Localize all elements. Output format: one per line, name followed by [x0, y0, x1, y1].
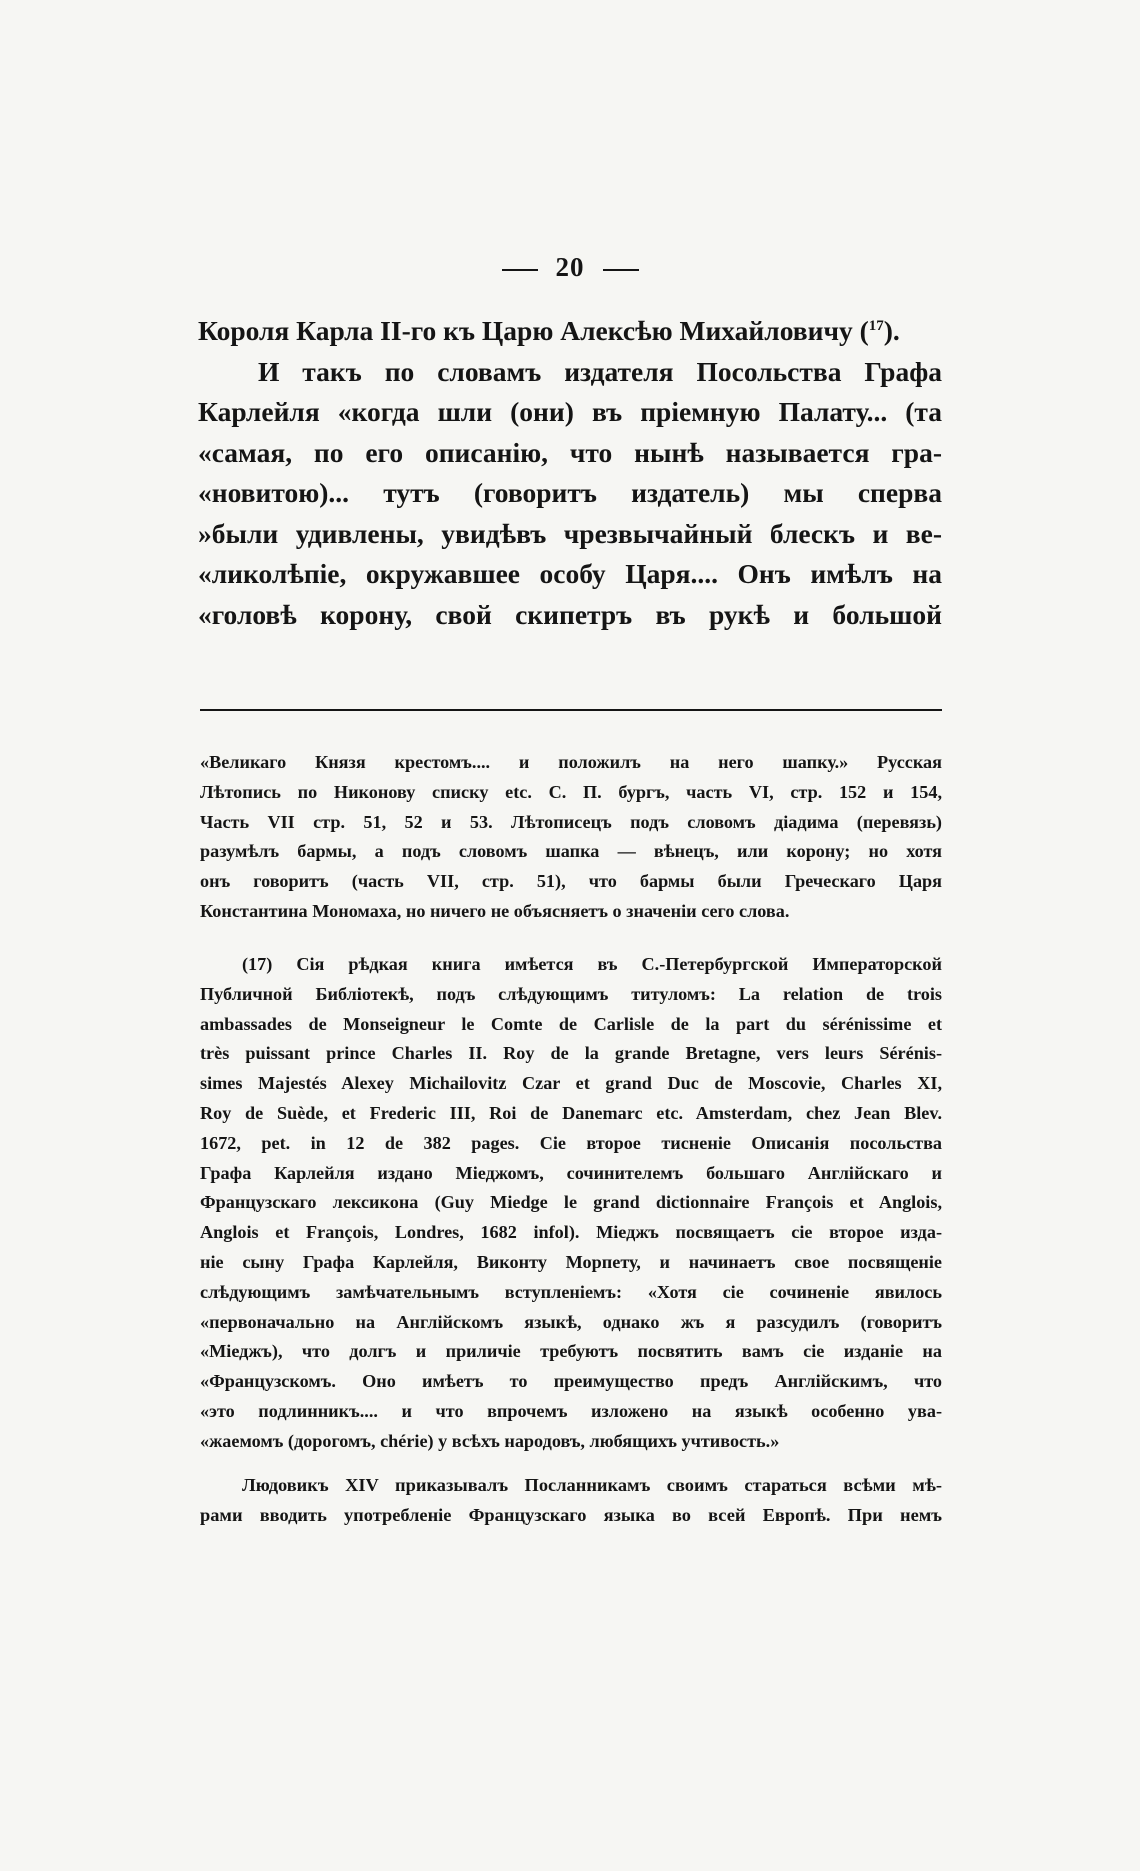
footnote-line: Лѣтопись по Никонову списку etc. С. П. бургъ, часть VI, стр. 152 и 154, — [200, 781, 942, 802]
page-number: 20 — [555, 252, 585, 282]
footnote-line: ambassades de Monseigneur le Comte de Carlisle de la part du sérénissime et — [200, 1013, 942, 1034]
footnote-line: ніе сыну Графа Карлейля, Виконту Морпету, и начинаетъ свое посвященіе — [200, 1251, 942, 1272]
footnote-line: «Міеджъ), что долгъ и приличіе требуютъ посвятить вамъ сіе изданіе на — [200, 1341, 942, 1362]
main-line: И такъ по словамъ издателя Посольства Графа — [258, 355, 942, 387]
footnote-line: Roy de Suède, et Frederic III, Roi de Danemarc etc. Amsterdam, chez Jean Blev. — [200, 1102, 942, 1123]
main-line: »были удивлены, увидѣвъ чрезвычайный блескъ и ве- — [198, 517, 942, 549]
footnote-line: слѣдующимъ замѣчательнымъ вступленіемъ: «Хотя сіе сочиненіе явилось — [200, 1281, 942, 1302]
footnote-line: «это подлинникъ.... и что впрочемъ изложено на языкѣ особенно ува- — [200, 1400, 942, 1421]
footnote-line: 1672, pet. in 12 de 382 pages. Сіе второе тисненіе Описанія посольства — [200, 1132, 942, 1153]
footnote-line: «Французскомъ. Оно имѣетъ то преимущество предъ Англійскимъ, что — [200, 1371, 942, 1392]
footnote-line: Часть VII стр. 51, 52 и 53. Лѣтописецъ подъ словомъ діадима (перевязь) — [200, 811, 942, 832]
footnote-ref: 17 — [868, 317, 884, 334]
footnote-continued — [200, 748, 942, 927]
footnote-line: très puissant prince Charles II. Roy de la grande Bretagne, vers leurs Sérénis- — [200, 1043, 942, 1064]
page-header — [0, 252, 1140, 283]
footnote-line: разумѣлъ бармы, а подъ словомъ шапка — вѣнецъ, или корону; но хотя — [200, 841, 942, 862]
main-line: «головѣ корону, свой скипетръ въ рукѣ и большой — [198, 598, 942, 630]
footnote-line: Anglois et François, Londres, 1682 infol). Міеджъ посвящаетъ сіе второе изда- — [200, 1222, 942, 1243]
footnote-17 — [200, 950, 942, 1457]
footnote-line: рами вводить употребленіе Французскаго языка во всей Европѣ. При немъ — [200, 1505, 942, 1525]
footnote-line: «жаемомъ (дорогомъ, chérie) у всѣхъ народовъ, любящихъ учтивость.» — [200, 1430, 780, 1451]
footnote-line: Французскаго лексикона (Guy Miedge le grand dictionnaire François et Anglois, — [200, 1192, 942, 1213]
footnote-tail — [200, 1470, 942, 1530]
main-line: «новитою)... тутъ (говоритъ издатель) мы сперва — [198, 477, 942, 508]
main-text — [198, 311, 942, 635]
main-line: Карлейля «когда шли (они) въ пріемную Палату... (та — [198, 396, 942, 427]
header-dash-right — [603, 269, 639, 271]
footnote-separator — [200, 709, 942, 711]
header-dash-left — [502, 269, 538, 271]
footnote-line: (17) Сія рѣдкая книга имѣется въ С.-Петербургской Императорской — [242, 954, 942, 974]
main-line: Короля Карла II-го къ Царю Алексѣю Михайловичу ($^{17}$). — [198, 315, 900, 346]
footnote-line: Графа Карлейля издано Міеджомъ, сочинителемъ большаго Англійскаго и — [200, 1162, 942, 1183]
footnote-line: онъ говоритъ (часть VII, стр. 51), что бармы были Греческаго Царя — [200, 871, 942, 892]
footnote-line: «первоначально на Англійскомъ языкѣ, однако жъ я разсудилъ (говоритъ — [200, 1311, 942, 1332]
footnote-line: «Великаго Князя крестомъ.... и положилъ на него шапку.» Русская — [200, 752, 942, 772]
footnote-line: Публичной Библіотекѣ, подъ слѣдующимъ титуломъ: La relation de trois — [200, 983, 942, 1004]
footnote-line: simes Majestés Alexey Michailovitz Czar et grand Duc de Moscovie, Charles XI, — [200, 1073, 942, 1094]
main-line: «самая, по его описанію, что нынѣ называется гра- — [198, 436, 942, 468]
footnote-line: Людовикъ XIV приказывалъ Посланникамъ своимъ стараться всѣми мѣ- — [242, 1475, 942, 1495]
main-line: «ликолѣпіе, окружавшее особу Царя.... Онъ имѣлъ на — [198, 558, 942, 589]
footnote-line: Константина Мономаха, но ничего не объясняетъ о значеніи сего слова. — [200, 900, 790, 921]
